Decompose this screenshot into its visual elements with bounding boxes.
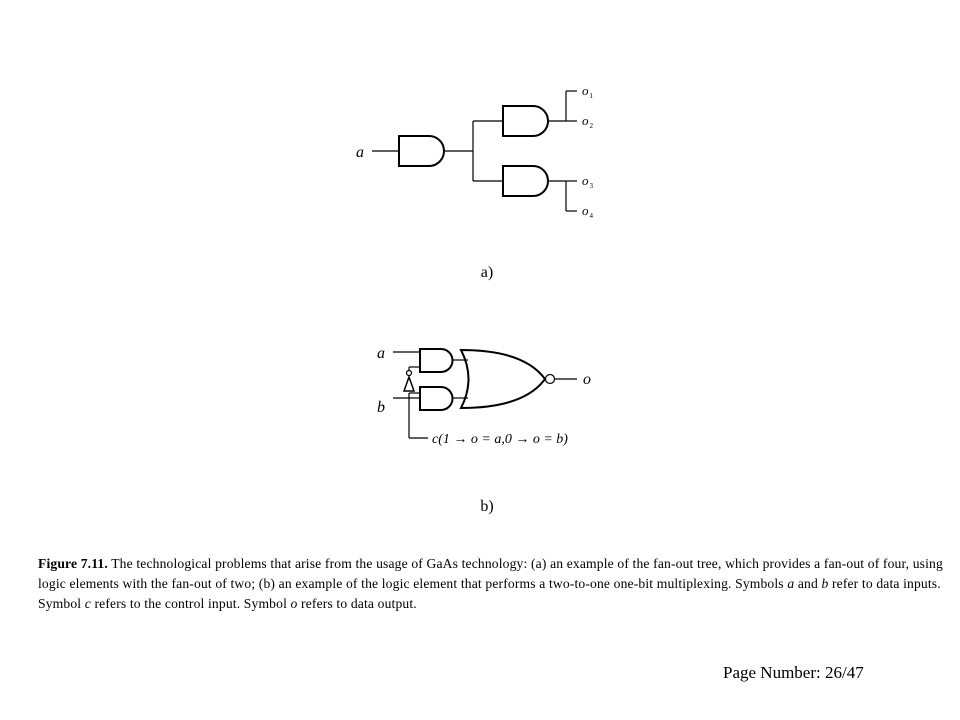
mux-input-b-label: b xyxy=(377,399,385,416)
fanout-input-a-label: a xyxy=(356,144,364,161)
caption-text-2: and xyxy=(794,576,822,591)
caption-symbol-b: b xyxy=(821,576,829,591)
mux-output-label: o xyxy=(583,371,591,388)
and-gate-lower xyxy=(503,166,548,196)
fan-out-tree xyxy=(372,91,577,211)
nor-output-bubble xyxy=(546,375,555,384)
caption-symbol-a: a xyxy=(787,576,795,591)
mux-circuit xyxy=(393,349,577,438)
panel-label-a: a) xyxy=(480,264,494,281)
output-o2-label: $o_2$ xyxy=(582,113,593,130)
control-label: c(1 → o = a,0 → o = b) xyxy=(432,432,568,447)
caption-text-1: The technological problems that arise from the usage of GaAs technology: (a) an example of the fan-out tree, which provides a fan-out of four, using logic elements with the fan-out of two; (b) an example of the logic element that performs a two-to-one one-bit multiplexing. Symbols xyxy=(38,556,943,591)
inverter-triangle xyxy=(404,377,414,391)
caption-text-4: refers to the control input. Symbol xyxy=(90,596,291,611)
caption-symbol-c: c xyxy=(84,596,91,611)
output-o1-label: $o_1$ xyxy=(582,83,593,100)
output-o3-label: $o_3$ xyxy=(582,173,593,190)
inverter-bubble xyxy=(407,371,412,376)
and-gate-root xyxy=(399,136,444,166)
panel-label-b: b) xyxy=(480,498,494,515)
nor-gate xyxy=(461,350,545,408)
caption-figure-number: Figure 7.11. xyxy=(38,556,108,571)
mux-input-a-label: a xyxy=(377,345,385,362)
output-o4-label: $o_4$ xyxy=(582,203,593,220)
caption-symbol-o: o xyxy=(290,596,298,611)
caption-text-3: refer to data inputs. Symbol xyxy=(38,576,941,611)
caption-text-5: refers to data output. xyxy=(297,596,417,611)
mux-and-gate-upper xyxy=(420,349,453,372)
figure-caption xyxy=(38,554,953,614)
and-gate-upper xyxy=(503,106,548,136)
page-number: Page Number: 26/47 xyxy=(723,663,864,682)
mux-and-gate-lower xyxy=(420,387,453,410)
